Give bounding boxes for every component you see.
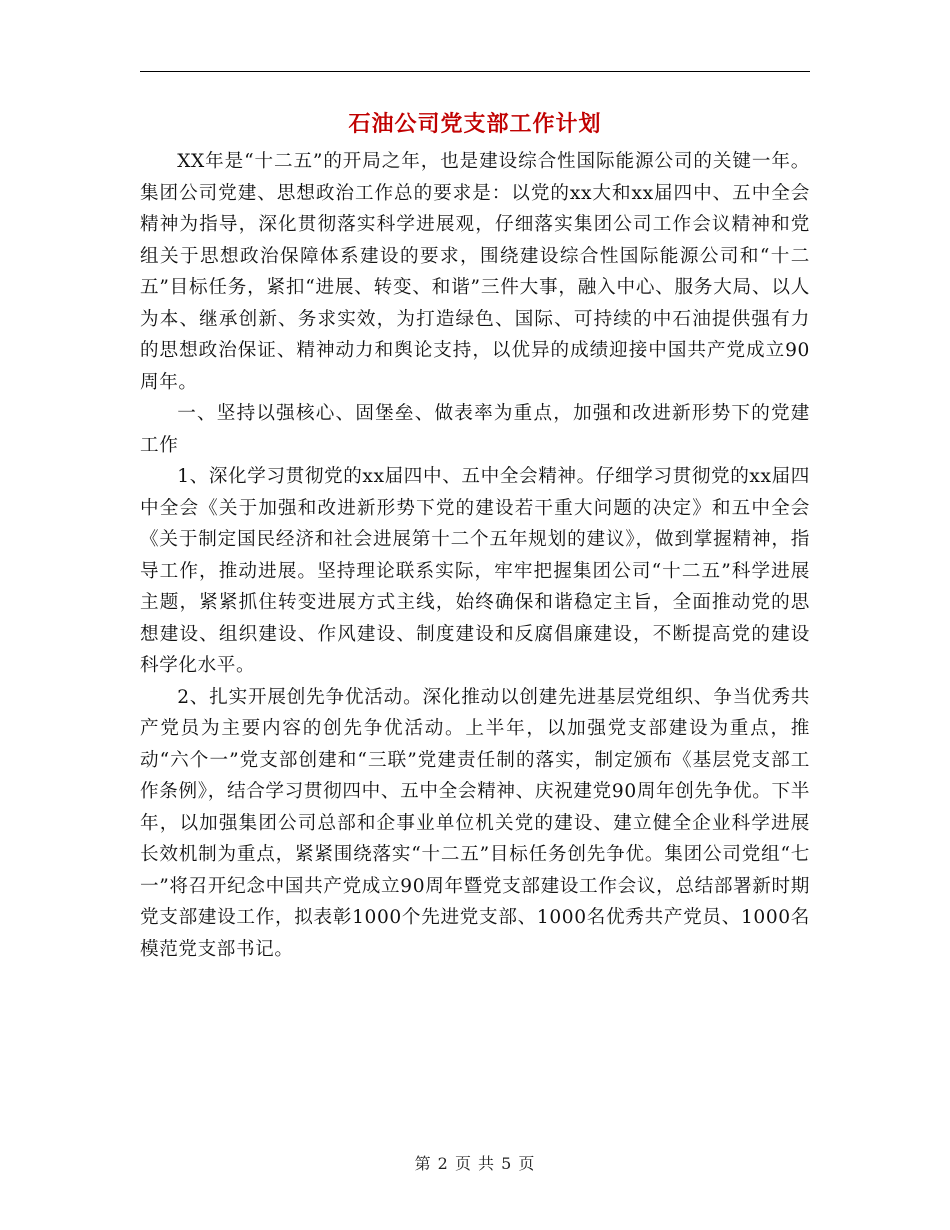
- paragraph-intro: XX年是“十二五”的开局之年，也是建设综合性国际能源公司的关键一年。集团公司党建、思想政治工作总的要求是：以党的xx大和xx届四中、五中全会精神为指导，深化贯彻落实科学进展观，仔细落实集团公司工作会议精神和党组关于思想政治保障体系建设的要求，围绕建设综合性国际能源公司和“十二五”目标任务，紧扣“进展、转变、和谐”三件大事，融入中心、服务大局、以人为本、继承创新、务求实效，为打造绿色、国际、可持续的中石油提供强有力的思想政治保证、精神动力和舆论支持，以优异的成绩迎接中国共产党成立90周年。: [140, 151, 810, 393]
- document-title: 石油公司党支部工作计划: [348, 112, 602, 137]
- header-rule: [140, 71, 810, 72]
- paragraph-item-2: 2、扎实开展创先争优活动。深化推动以创建先进基层党组织、争当优秀共产党员为主要内容的创先争优活动。上半年，以加强党支部建设为重点，推动“六个一”党支部创建和“三联”党建责任制的落实，制定颁布《基层党支部工作条例》，结合学习贯彻四中、五中全会精神、庆祝建党90周年创先争优。下半年，以加强集团公司总部和企事业单位机关党的建设、建立健全企业科学进展长效机制为重点，紧紧围绕落实“十二五”目标任务创先争优。集团公司党组“七一”将召开纪念中国共产党成立90周年暨党支部建设工作会议，总结部署新时期党支部建设工作，拟表彰1000个先进党支部、1000名优秀共产党员、1000名模范党支部书记。: [140, 686, 810, 960]
- page-number-footer: 第 2 页 共 5 页: [414, 1154, 536, 1173]
- paragraph-item-1: 1、深化学习贯彻党的xx届四中、五中全会精神。仔细学习贯彻党的xx届四中全会《关于加强和改进新形势下党的建设若干重大问题的决定》和五中全会《关于制定国民经济和社会进展第十二个五年规划的建议》，做到掌握精神，指导工作，推动进展。坚持理论联系实际，牢牢把握集团公司“十二五”科学进展主题，紧紧抓住转变进展方式主线，始终确保和谐稳定主旨，全面推动党的思想建设、组织建设、作风建设、制度建设和反腐倡廉建设，不断提高党的建设科学化水平。: [140, 466, 810, 676]
- document-body: [140, 146, 810, 965]
- paragraph-section-heading: 一、坚持以强核心、固堡垒、做表率为重点，加强和改进新形势下的党建工作: [140, 403, 810, 456]
